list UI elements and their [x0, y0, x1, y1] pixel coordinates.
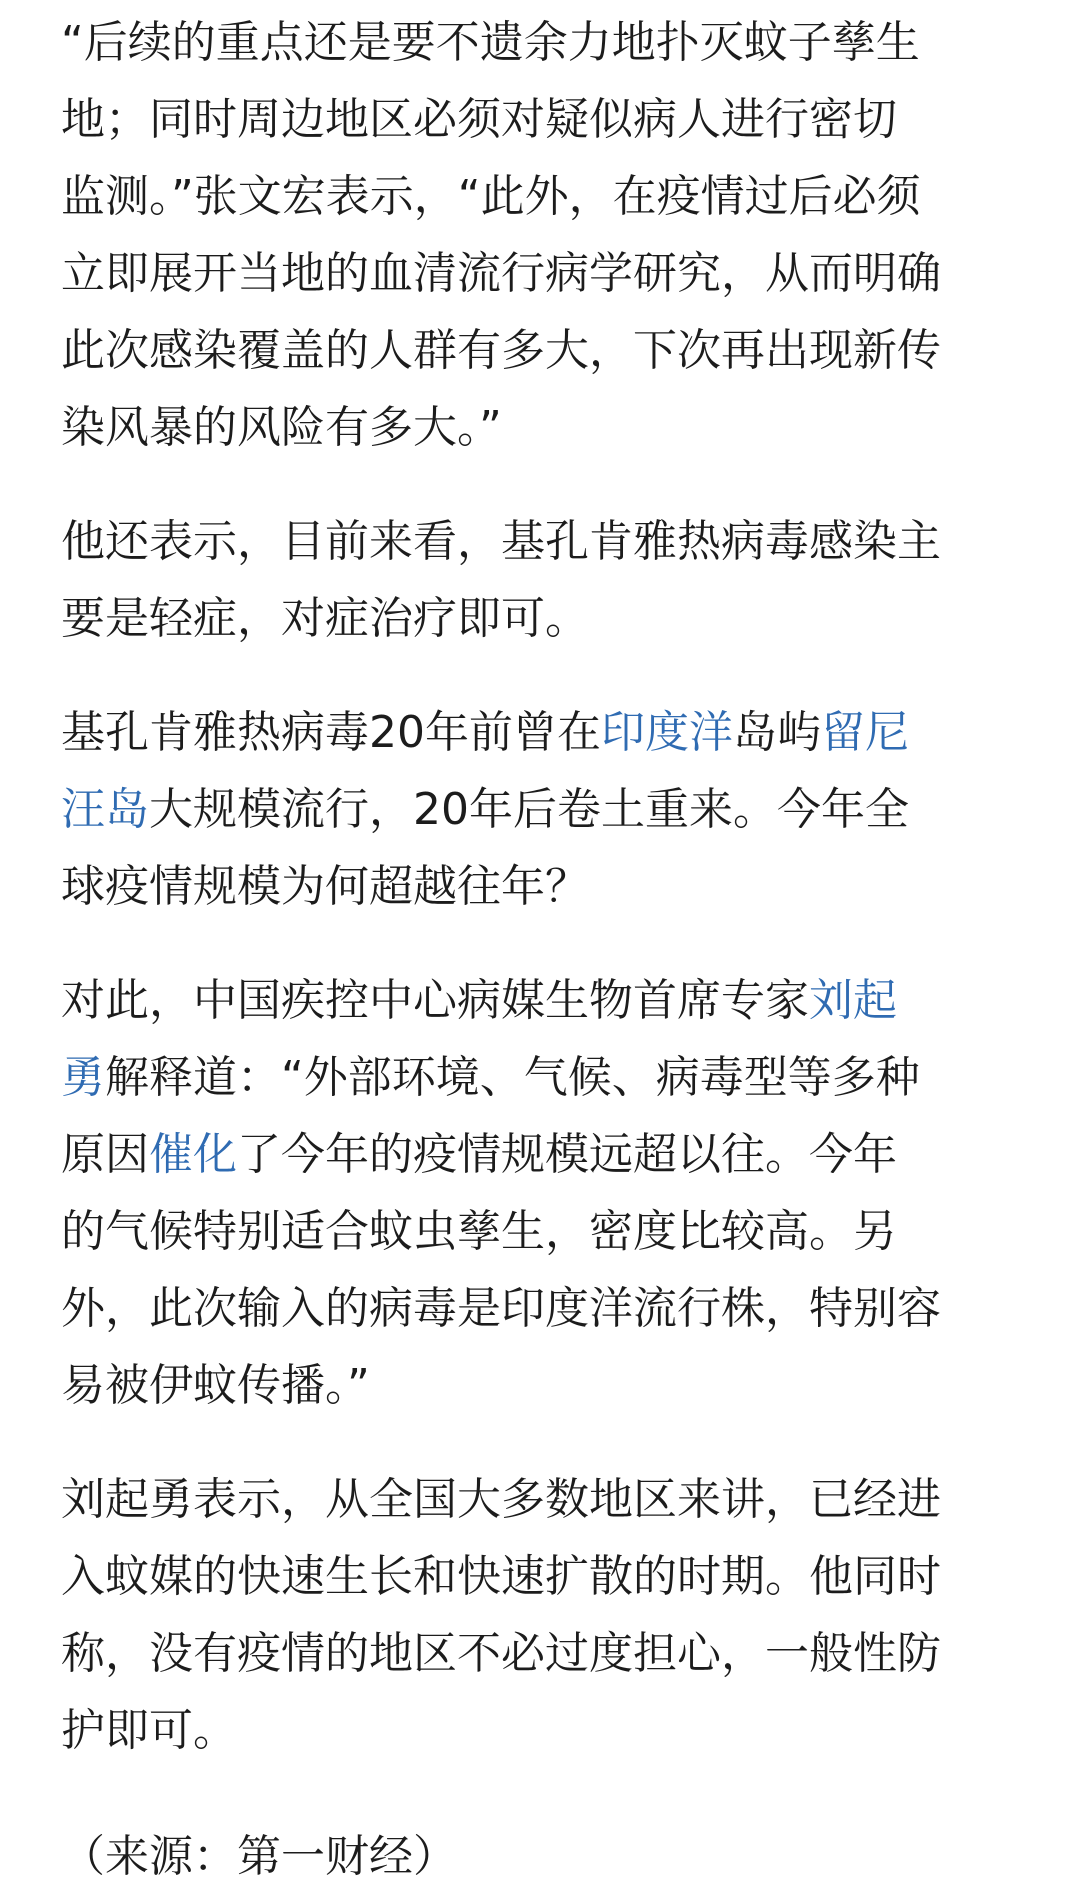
- text-line: 称，没有疫情的地区不必过度担心，一般性防: [61, 1628, 941, 1679]
- paragraph-mild-cases: [61, 503, 1041, 657]
- text-line: 地；同时周边地区必须对疑似病人进行密切: [61, 94, 897, 145]
- text-line: 的气候特别适合蚊虫孳生，密度比较高。另: [61, 1206, 897, 1257]
- text-line: 入蚊媒的快速生长和快速扩散的时期。他同时: [61, 1551, 941, 1602]
- text-line: 刘起勇表示，从全国大多数地区来讲，已经进: [61, 1474, 941, 1525]
- paragraph-risk-period: [61, 1461, 1041, 1769]
- text-segment: 基孔肯雅热病毒20年前曾在: [61, 707, 601, 758]
- article-body: [61, 4, 1041, 1806]
- link-liu-qiyong[interactable]: 勇: [61, 1052, 105, 1103]
- text-line: [61, 694, 1041, 771]
- text-line: 此次感染覆盖的人群有多大，下次再出现新传: [61, 325, 941, 376]
- source-credit: （来源：第一财经）: [61, 1831, 457, 1882]
- text-line: 护即可。: [61, 1705, 237, 1756]
- link-indian-ocean[interactable]: 印度洋: [601, 707, 733, 758]
- text-segment: 了今年的疫情规模远超以往。今年: [237, 1129, 897, 1180]
- text-segment: 对此，中国疾控中心病媒生物首席专家: [61, 975, 809, 1026]
- text-segment: 岛屿: [733, 707, 821, 758]
- text-line: 球疫情规模为何超越往年？: [61, 861, 589, 912]
- text-line: 要是轻症，对症治疗即可。: [61, 593, 589, 644]
- link-reunion-island[interactable]: 汪岛: [61, 784, 149, 835]
- link-reunion-island[interactable]: 留尼: [821, 707, 909, 758]
- text-segment: 原因: [61, 1129, 149, 1180]
- text-line: “后续的重点还是要不遗余力地扑灭蚊子孳生: [61, 17, 920, 68]
- text-line: [61, 1116, 1041, 1193]
- text-segment: 大规模流行，20年后卷土重来。今年全: [149, 784, 909, 835]
- text-line: 立即展开当地的血清流行病学研究，从而明确: [61, 248, 941, 299]
- link-liu-qiyong[interactable]: 刘起: [809, 975, 897, 1026]
- paragraph-quote-liu: [61, 962, 1041, 1424]
- paragraph-quote-zhang: [61, 4, 1041, 466]
- text-line: 他还表示，目前来看，基孔肯雅热病毒感染主: [61, 516, 941, 567]
- text-line: [61, 1039, 1041, 1116]
- text-line: 染风暴的风险有多大。”: [61, 402, 502, 453]
- text-line: 监测。”张文宏表示，“此外，在疫情过后必须: [61, 171, 921, 222]
- text-line: [61, 771, 1041, 848]
- paragraph-history: [61, 694, 1041, 925]
- text-line: 易被伊蚊传播。”: [61, 1360, 370, 1411]
- link-catalysis[interactable]: 催化: [149, 1129, 237, 1180]
- text-line: [61, 962, 1041, 1039]
- text-line: 外，此次输入的病毒是印度洋流行株，特别容: [61, 1283, 941, 1334]
- text-segment: 解释道：“外部环境、气候、病毒型等多种: [105, 1052, 920, 1103]
